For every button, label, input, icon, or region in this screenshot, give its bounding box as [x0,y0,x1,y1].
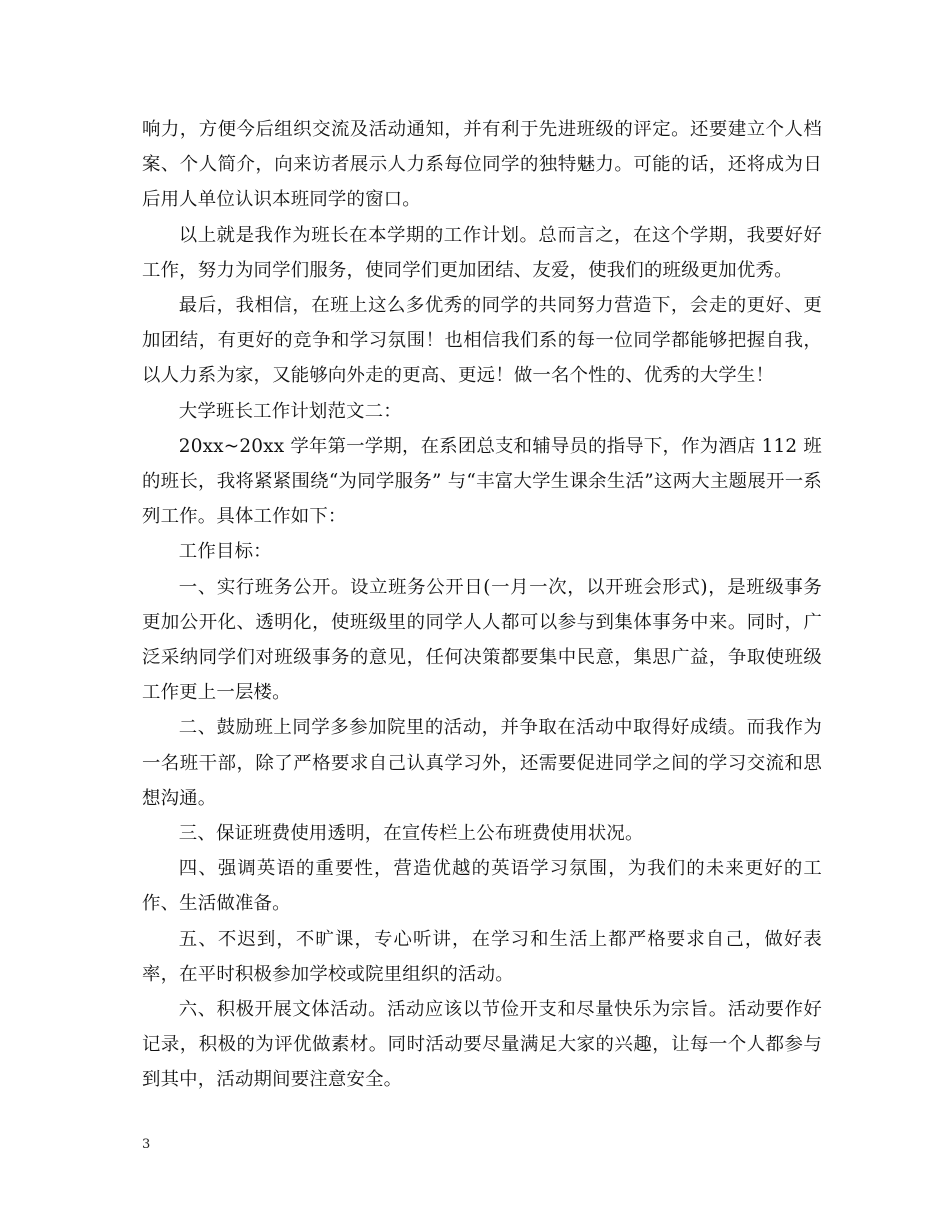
paragraph-3: 最后，我相信，在班上这么多优秀的同学的共同努力营造下，会走的更好、更加团结，有更好的竞争和学习氛围！也相信我们系的每一位同学都能够把握自我，以人力系为家，又能够向外走的更高、更远！做一名个性的、优秀的大学生！ [142,295,822,387]
section-heading: 大学班长工作计划范文二： [178,400,402,422]
goal-item-4: 四、强调英语的重要性，营造优越的英语学习氛围，为我们的未来更好的工作、生活做准备。 [142,858,822,915]
work-goals-heading: 工作目标： [178,541,272,563]
document-body [142,112,822,1098]
goal-item-6: 六、积极开展文体活动。活动应该以节俭开支和尽量快乐为宗旨。活动要作好记录，积极的为评优做素材。同时活动要尽量满足大家的兴趣，让每一个人都参与到其中，活动期间要注意安全。 [142,999,822,1091]
paragraph-5: 20xx~20xx 学年第一学期，在系团总支和辅导员的指导下，作为酒店 112 班的班长，我将紧紧围绕“为同学服务” 与“丰富大学生课余生活”这两大主题展开一系列工作。具体工作如下： [142,435,822,528]
goal-item-3: 三、保证班费使用透明，在宣传栏上公布班费使用状况。 [178,823,644,845]
goal-item-2: 二、鼓励班上同学多参加院里的活动，并争取在活动中取得好成绩。而我作为一名班干部，除了严格要求自己认真学习外，还需要促进同学之间的学习交流和思想沟通。 [142,717,822,809]
page-number: 3 [142,1137,151,1152]
paragraph-1: 响力，方便今后组织交流及活动通知，并有利于先进班级的评定。还要建立个人档案、个人简介，向来访者展示人力系每位同学的独特魅力。可能的话，还将成为日后用人单位认识本班同学的窗口。 [142,119,822,211]
goal-item-1: 一、实行班务公开。设立班务公开日(一月一次，以开班会形式)，是班级事务更加公开化、透明化，使班级里的同学人人都可以参与到集体事务中来。同时，广泛采纳同学们对班级事务的意见，任何决策都要集中民意，集思广益，争取使班级工作更上一层楼。 [142,576,822,704]
goal-item-5: 五、不迟到，不旷课，专心听讲，在学习和生活上都严格要求自己，做好表率，在平时积极参加学校或院里组织的活动。 [142,928,822,985]
paragraph-2: 以上就是我作为班长在本学期的工作计划。总而言之，在这个学期，我要好好工作，努力为同学们服务，使同学们更加团结、友爱，使我们的班级更加优秀。 [142,224,822,281]
